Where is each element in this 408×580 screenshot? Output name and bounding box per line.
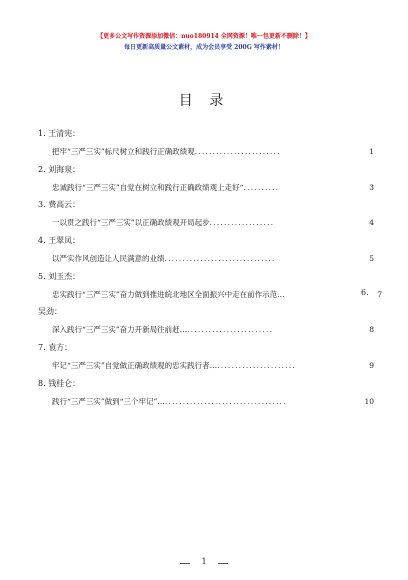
toc-leader-dots: ........................ [194,147,281,156]
toc-entry-page: 7 [377,290,382,299]
toc-entry-line[interactable] [52,146,374,157]
toc-entry-heading: 忠诚践行“三严三实”自觉在树立和践行正确政绩观上走好“ [52,183,244,192]
toc-entry-page: 4 [369,218,374,227]
promo-banner-line1: 【更多公文写作资源添加微信：nuo180914 全网资源！唯一包更新不删除！】 [97,33,311,40]
toc-entry-author: 刘玉杰： [48,272,81,281]
toc-entry-line[interactable] [52,396,374,407]
toc-entry-head [38,271,80,282]
promo-banner-line2: 每日更新高质量公文素材，成为会员享受 200G 写作素材！ [124,44,284,51]
toc-entry-page: 10 [364,397,374,406]
toc-entry-author: 袁方： [48,343,73,352]
toc-leader-dots: ...................... [217,361,297,370]
toc-entry-head [38,164,80,175]
toc-entry-line[interactable] [52,360,374,371]
toc-entry-author: 王清宪： [48,129,81,138]
toc-entry-heading: 深入践行“三严三实”奋力开新局往前赶… [52,325,188,334]
toc-title: 目 录 [178,93,230,109]
toc-entry-head [38,199,80,210]
toc-entry-page: 5 [369,254,374,263]
toc-entry-line[interactable] [52,253,374,264]
toc-entry-number: 5. [38,272,46,281]
toc-leader-dots: .......... [243,183,280,192]
toc-entry-head [38,128,80,139]
toc-leader-dots: ............................... [164,254,276,263]
toc-leader-dots: .................................. [164,397,287,406]
footer-page-number: 1 [201,557,207,566]
toc-entry-head [38,342,72,353]
toc-entry-author: 钱桂仑： [48,379,81,388]
toc-entry-number: 7. [38,343,46,352]
toc-entry-head [38,378,80,389]
toc-entry-line[interactable] [52,182,374,193]
toc-entry-head [361,288,369,297]
toc-entry-line[interactable] [52,217,374,228]
toc-entry-number: 1. [38,129,46,138]
toc-entry-page: 1 [369,147,374,156]
footer-dash-right [218,563,228,564]
toc-entry-author: 刘海泉： [48,165,81,174]
toc-entry-heading: 把牢“三严三实”标尺树立和践行正确政绩观 [52,147,195,156]
toc-entry-number: 2. [38,165,46,174]
toc-entry-page: 8 [369,325,374,334]
toc-entry-head [38,235,80,246]
toc-leader-dots: ........................ [187,325,274,334]
toc-entry-number: 6. [361,288,369,297]
toc-entry-heading: 一以贯之践行“三严三实”以正确政绩观开局起步 [52,218,210,227]
toc-entry-heading: 以严实作风创造让人民满意的业绩 [52,254,165,263]
toc-entry-page: 3 [369,183,374,192]
toc-entry-head [38,306,62,317]
toc-entry-number: 4. [38,236,46,245]
toc-entry-number: 3. [38,200,46,209]
toc-entry-heading: 践行“三严三实”做到“三个牢记”… [52,397,165,406]
toc-entry-line[interactable] [52,324,374,335]
toc-entry-author: 王翠凤： [48,236,81,245]
toc-entry-heading: 牢记“三严三实”自觉做正确政绩观的忠实践行者… [52,361,218,370]
toc-entry-heading: 忠实践行“三严三实”奋力做到推进皖北地区全面振兴中走在前作示范… [52,290,285,299]
toc-leader-dots: .................. [209,218,275,227]
toc-entry-line[interactable] [52,289,382,300]
toc-entry-number: 8. [38,379,46,388]
toc-entry-author: 费高云： [48,200,81,209]
toc-entry-author: 吴劲： [38,307,62,316]
toc-entry-page: 9 [369,361,374,370]
